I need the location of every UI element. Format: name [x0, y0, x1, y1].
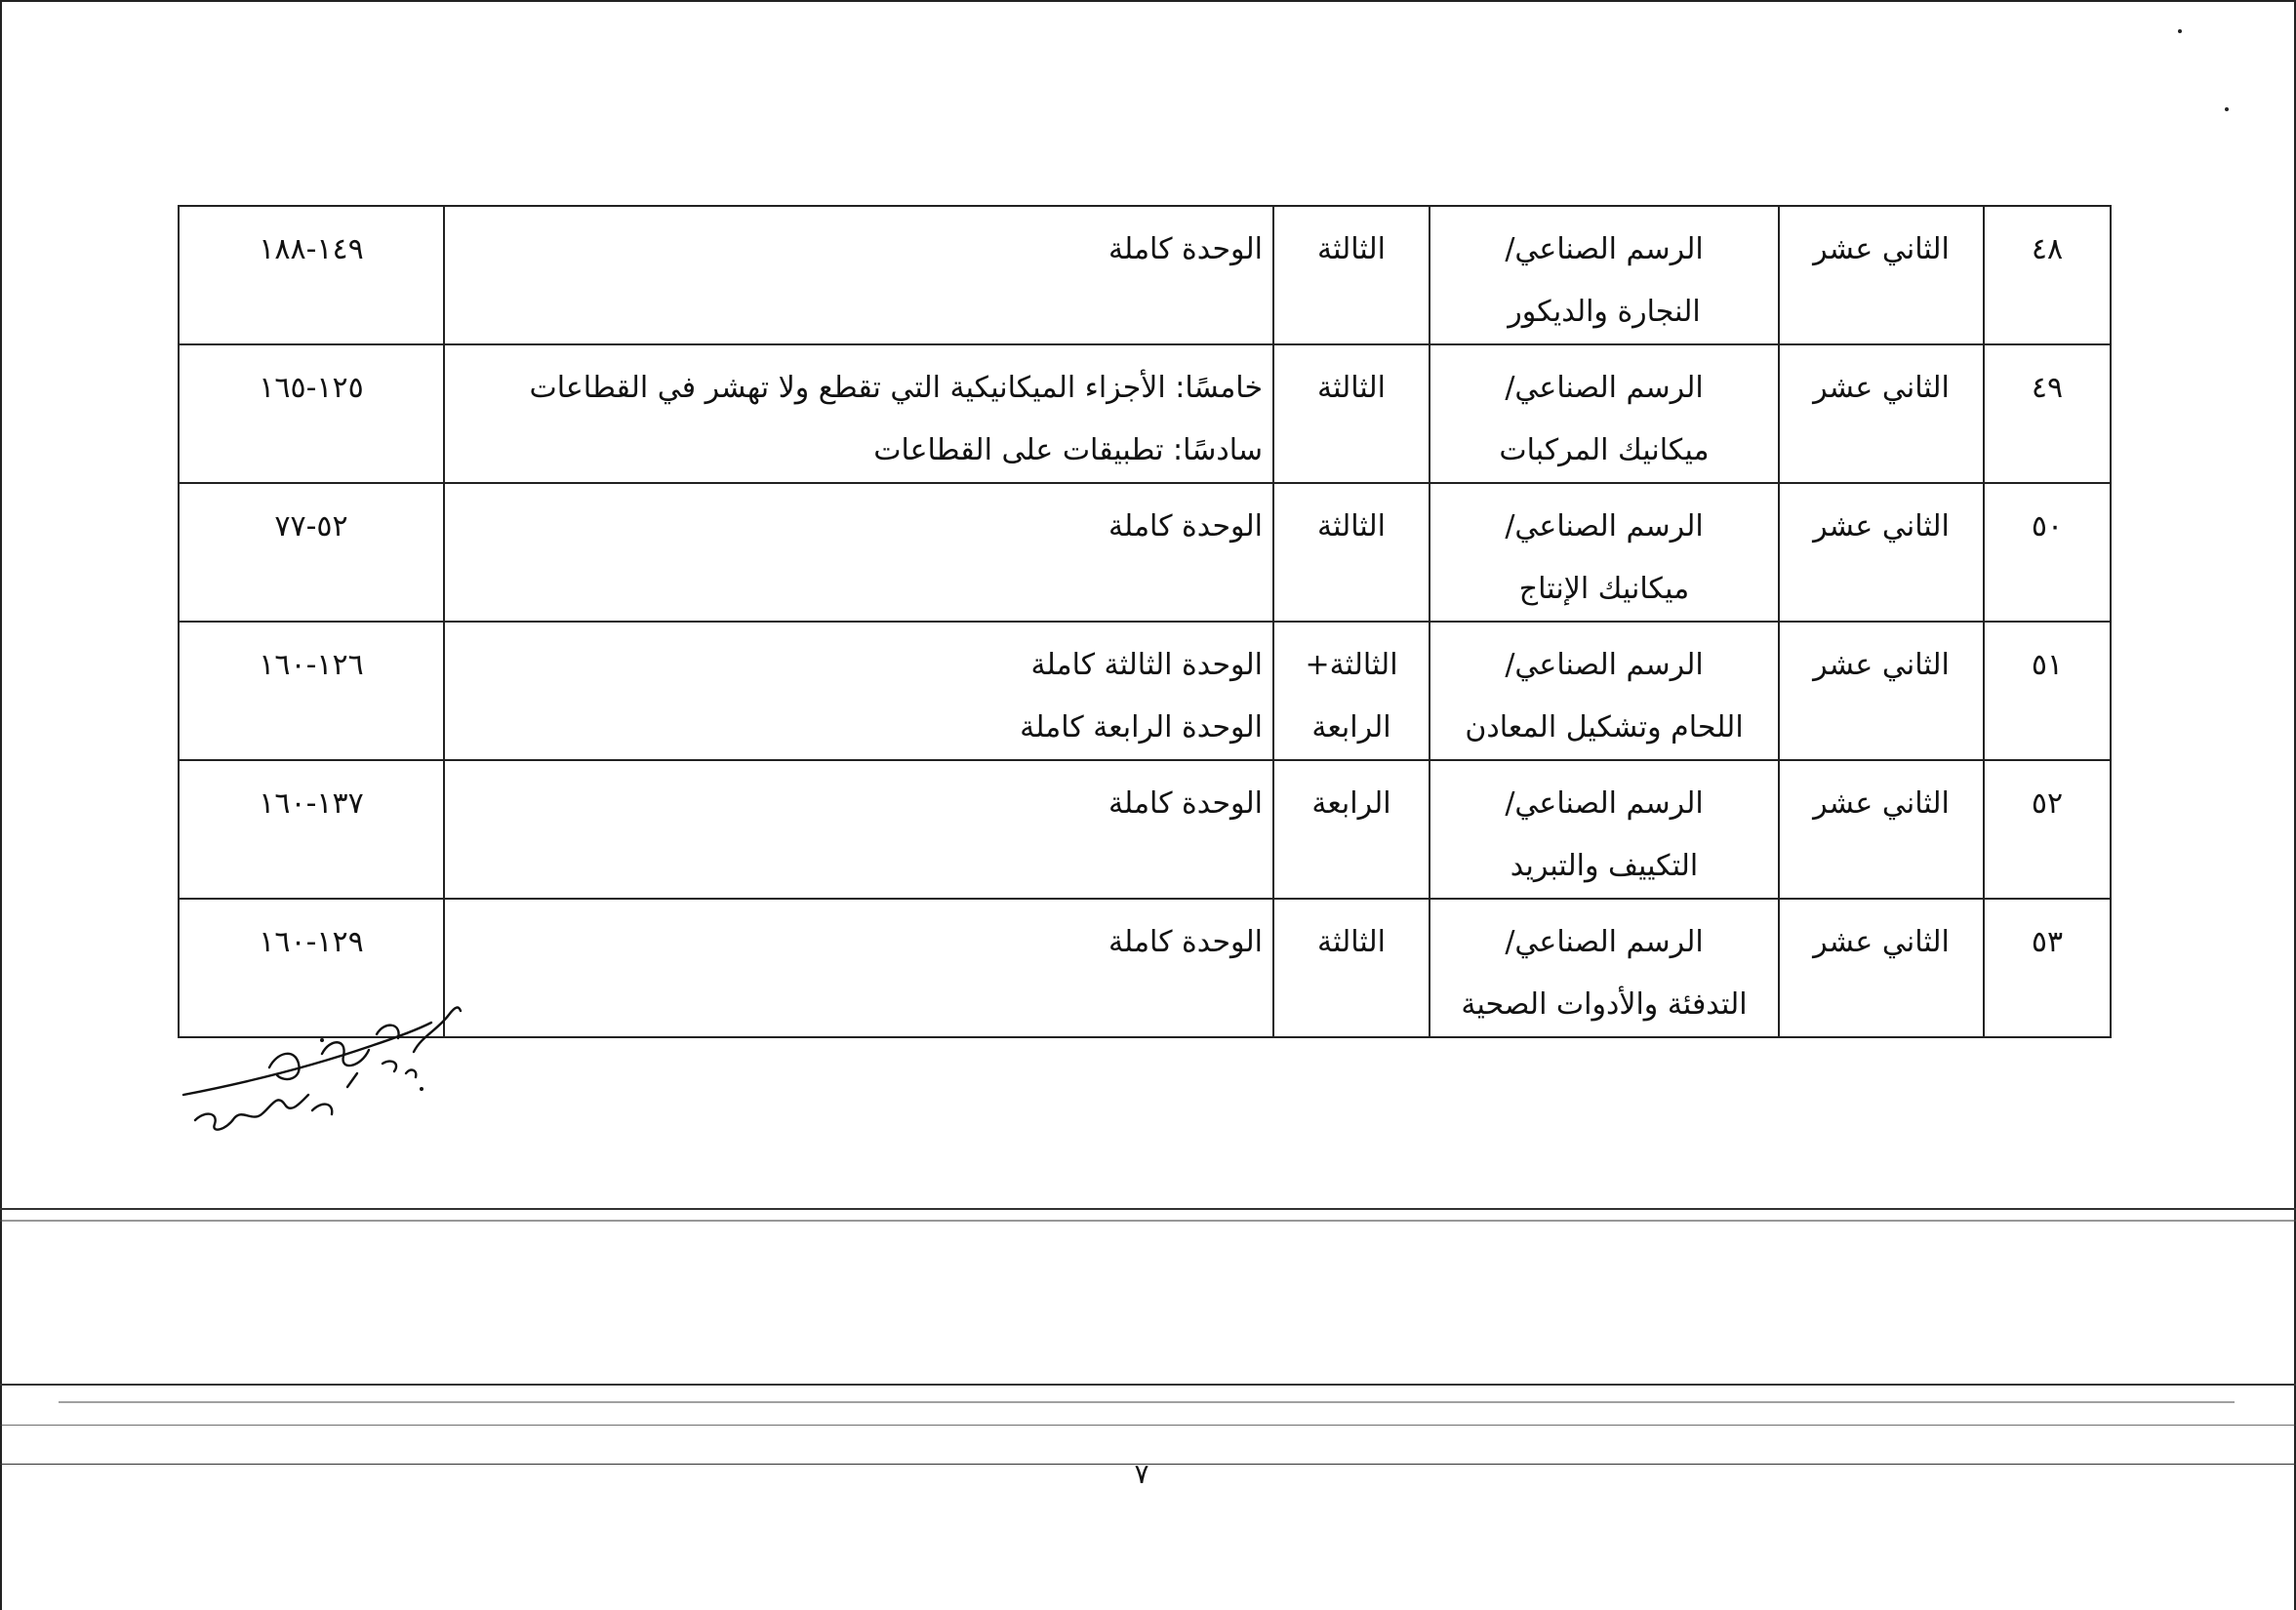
table-row	[179, 206, 2111, 344]
row-number-cell	[1984, 344, 2111, 483]
pages-cell	[179, 760, 444, 899]
scan-speck	[2225, 107, 2229, 111]
topic-line: الوحدة الرابعة كاملة	[1020, 710, 1263, 745]
topic-cell	[444, 483, 1273, 622]
subject-line: ميكانيك المركبات	[1499, 433, 1710, 467]
table-row	[179, 344, 2111, 483]
pages-text: ١٢٦-١٦٠	[259, 648, 364, 682]
units-table	[178, 205, 2112, 1038]
subject-line: الرسم الصناعي/	[1505, 786, 1704, 821]
footer-rule	[0, 1425, 2296, 1426]
grade-cell	[1779, 483, 1984, 622]
grade-text: الثاني عشر	[1813, 786, 1950, 821]
unit-line: الرابعة	[1311, 710, 1391, 745]
unit-line: الثالثة	[1317, 925, 1386, 959]
table-row	[179, 899, 2111, 1037]
unit-line: الثالثة	[1317, 371, 1386, 405]
subject-line: الرسم الصناعي/	[1505, 371, 1704, 405]
grade-cell	[1779, 622, 1984, 760]
subject-line: الرسم الصناعي/	[1505, 509, 1704, 543]
grade-cell	[1779, 344, 1984, 483]
pages-text: ٥٢-٧٧	[274, 509, 348, 543]
subject-line: الرسم الصناعي/	[1505, 232, 1704, 266]
topic-line: الوحدة كاملة	[1108, 925, 1263, 959]
grade-cell	[1779, 899, 1984, 1037]
row-number: ٤٨	[2031, 232, 2064, 266]
units-table-body	[179, 206, 2111, 1037]
pages-text: ١٢٥-١٦٥	[259, 371, 364, 405]
pages-cell	[179, 206, 444, 344]
subject-cell	[1430, 622, 1779, 760]
subject-line: الرسم الصناعي/	[1505, 925, 1704, 959]
subject-cell	[1430, 206, 1779, 344]
subject-line: اللحام وتشكيل المعادن	[1465, 710, 1744, 745]
topic-cell	[444, 899, 1273, 1037]
subject-line: الرسم الصناعي/	[1505, 648, 1704, 682]
table-row	[179, 483, 2111, 622]
footer-dashed-rule	[59, 1401, 2235, 1403]
topic-cell	[444, 206, 1273, 344]
grade-text: الثاني عشر	[1813, 648, 1950, 682]
topic-cell	[444, 622, 1273, 760]
subject-cell	[1430, 760, 1779, 899]
pages-cell	[179, 483, 444, 622]
table-row	[179, 760, 2111, 899]
row-number: ٥٢	[2031, 786, 2064, 821]
pages-cell	[179, 344, 444, 483]
pages-text: ١٣٧-١٦٠	[259, 786, 364, 821]
row-number: ٥١	[2031, 648, 2064, 682]
unit-line: الثالثة	[1317, 232, 1386, 266]
subject-cell	[1430, 344, 1779, 483]
topic-line: الوحدة كاملة	[1108, 509, 1263, 543]
unit-cell	[1273, 483, 1430, 622]
grade-cell	[1779, 760, 1984, 899]
grade-text: الثاني عشر	[1813, 371, 1950, 405]
row-number: ٥٠	[2031, 509, 2064, 543]
subject-line: ميكانيك الإنتاج	[1518, 572, 1690, 606]
topic-line: خامسًا: الأجزاء الميكانيكية التي تقطع ولا تهشر في القطاعات	[529, 371, 1263, 405]
grade-cell	[1779, 206, 1984, 344]
subject-cell	[1430, 899, 1779, 1037]
topic-line: سادسًا: تطبيقات على القطاعات	[873, 433, 1263, 467]
unit-cell	[1273, 622, 1430, 760]
unit-line: الثالثة+	[1305, 648, 1398, 682]
subject-cell	[1430, 483, 1779, 622]
topic-cell	[444, 344, 1273, 483]
footer-dashed-rule	[0, 1220, 2296, 1222]
unit-line: الرابعة	[1311, 786, 1391, 821]
row-number-cell	[1984, 760, 2111, 899]
row-number-cell	[1984, 206, 2111, 344]
pages-text: ١٢٩-١٦٠	[259, 925, 364, 959]
row-number: ٤٩	[2031, 371, 2064, 405]
subject-line: النجارة والديكور	[1508, 295, 1701, 329]
pages-text: ١٤٩-١٨٨	[259, 232, 364, 266]
grade-text: الثاني عشر	[1813, 232, 1950, 266]
page-number: ٧	[1134, 1458, 1149, 1490]
unit-cell	[1273, 899, 1430, 1037]
footer-rule	[0, 1208, 2296, 1210]
row-number-cell	[1984, 622, 2111, 760]
topic-line: الوحدة الثالثة كاملة	[1030, 648, 1263, 682]
row-number-cell	[1984, 899, 2111, 1037]
grade-text: الثاني عشر	[1813, 925, 1950, 959]
scan-border-left	[0, 0, 2, 1610]
subject-line: التكييف والتبريد	[1510, 849, 1699, 883]
unit-cell	[1273, 344, 1430, 483]
topic-line: الوحدة كاملة	[1108, 786, 1263, 821]
grade-text: الثاني عشر	[1813, 509, 1950, 543]
unit-line: الثالثة	[1317, 509, 1386, 543]
footer-rule	[0, 1384, 2296, 1386]
unit-cell	[1273, 760, 1430, 899]
subject-line: التدفئة والأدوات الصحية	[1461, 987, 1748, 1022]
table-row	[179, 622, 2111, 760]
row-number-cell	[1984, 483, 2111, 622]
scan-speck	[2178, 29, 2182, 33]
topic-cell	[444, 760, 1273, 899]
topic-line: الوحدة كاملة	[1108, 232, 1263, 266]
unit-cell	[1273, 206, 1430, 344]
row-number: ٥٣	[2031, 925, 2064, 959]
pages-cell	[179, 622, 444, 760]
handwritten-signature	[176, 995, 468, 1151]
scan-border-top	[0, 0, 2296, 2]
